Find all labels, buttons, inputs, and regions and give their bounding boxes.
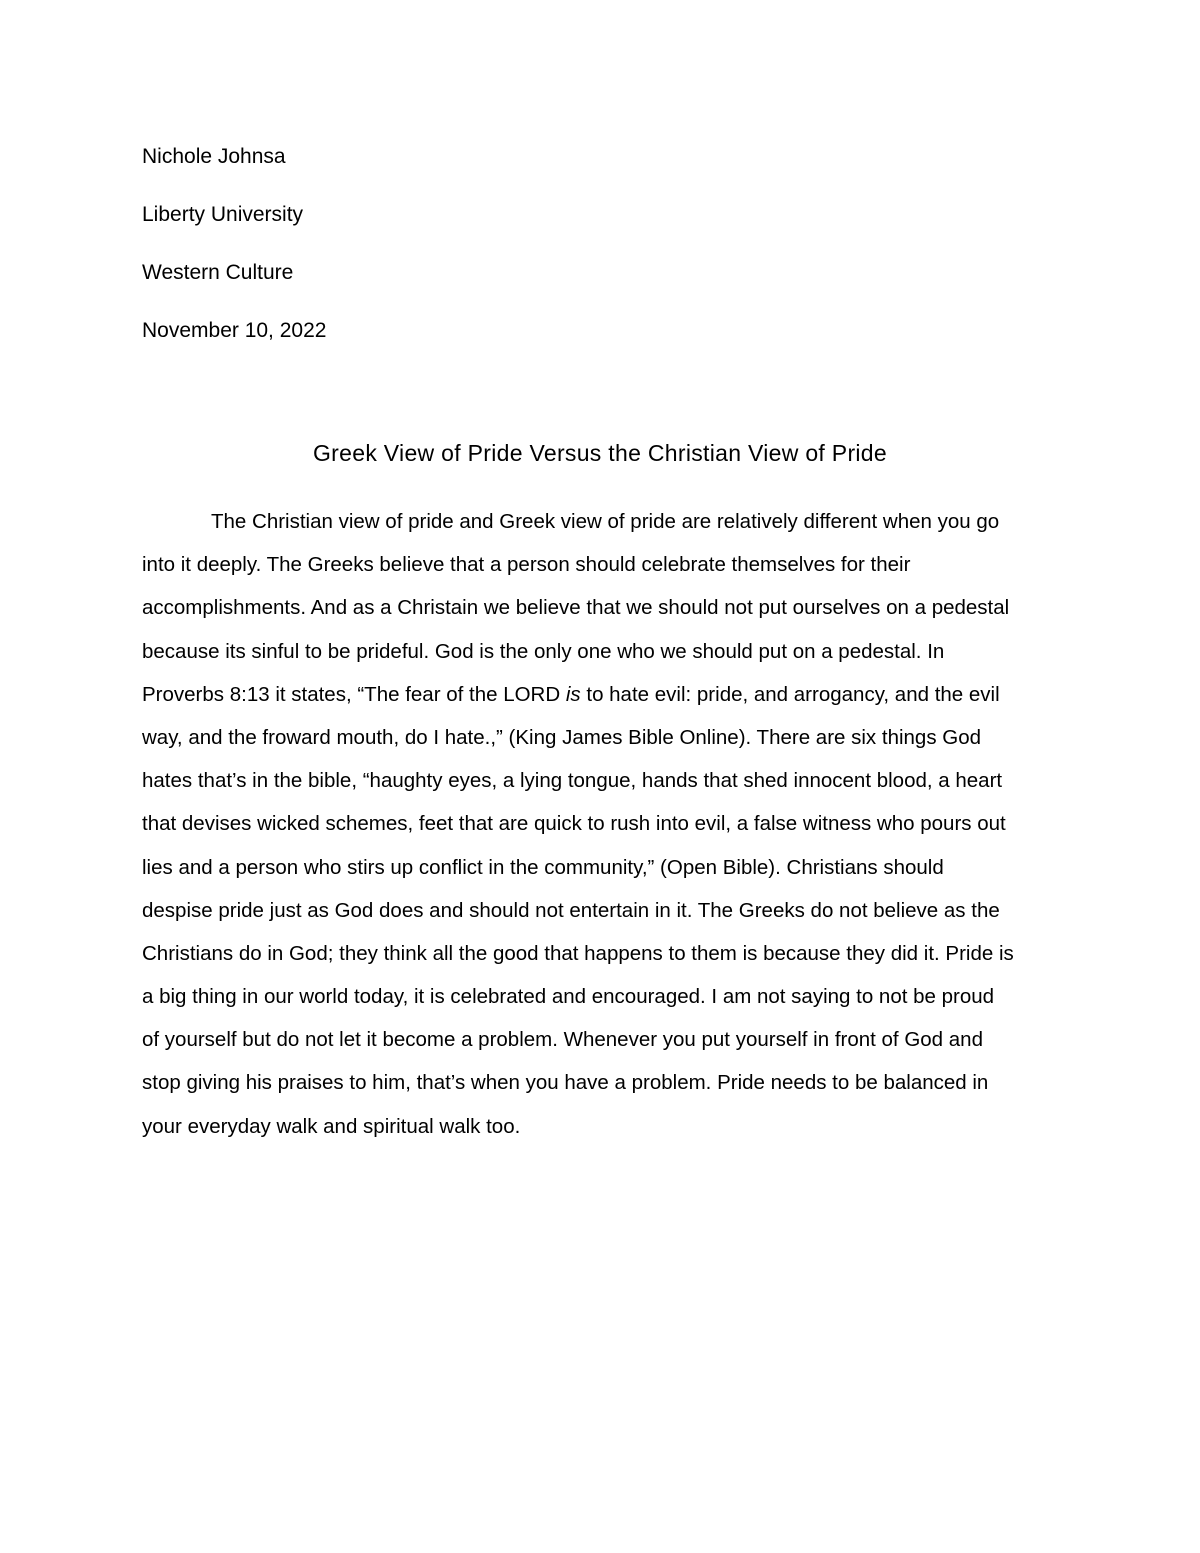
body-line: into it deeply. The Greeks believe that a person should celebrate themselves for their bbox=[142, 553, 911, 577]
body-text-segment: to hate evil: pride, and arrogancy, and the evil bbox=[580, 682, 1000, 706]
italic-emphasis: is bbox=[565, 682, 581, 706]
body-line: Christians do in God; they think all the good that happens to them is because they did it. Pride is bbox=[142, 941, 1014, 965]
body-line: despise pride just as God does and should not entertain in it. The Greeks do not believe as the bbox=[142, 898, 1000, 922]
body-line: of yourself but do not let it become a problem. Whenever you put yourself in front of God and bbox=[142, 1028, 983, 1052]
body-line: stop giving his praises to him, that’s when you have a problem. Pride needs to be balanced in bbox=[142, 1071, 989, 1095]
body-line bbox=[142, 673, 1058, 716]
institution-name: Liberty University bbox=[142, 203, 304, 226]
body-line: a big thing in our world today, it is celebrated and encouraged. I am not saying to not be proud bbox=[142, 985, 995, 1009]
body-line: way, and the froward mouth, do I hate.,” (King James Bible Online). There are six things God bbox=[142, 725, 982, 749]
document-date: November 10, 2022 bbox=[142, 319, 327, 342]
body-line: lies and a person who stirs up conflict in the community,” (Open Bible). Christians should bbox=[142, 855, 944, 879]
header-block bbox=[142, 142, 942, 374]
body-line: that devises wicked schemes, feet that are quick to rush into evil, a false witness who pours out bbox=[142, 812, 1006, 836]
body-line: hates that’s in the bible, “haughty eyes, a lying tongue, hands that shed innocent blood, a heart bbox=[142, 769, 1003, 793]
body-line: your everyday walk and spiritual walk too. bbox=[142, 1114, 521, 1138]
author-name: Nichole Johnsa bbox=[142, 145, 286, 168]
course-name: Western Culture bbox=[142, 261, 294, 284]
body-text-segment: Proverbs 8:13 it states, “The fear of the LORD bbox=[142, 682, 566, 706]
body-line: accomplishments. And as a Christain we believe that we should not put ourselves on a pedestal bbox=[142, 596, 1010, 620]
body-line: because its sinful to be prideful. God is the only one who we should put on a pedestal. In bbox=[142, 639, 945, 663]
document-title: Greek View of Pride Versus the Christian View of Pride bbox=[312, 440, 887, 466]
body-line: The Christian view of pride and Greek view of pride are relatively different when you go bbox=[211, 510, 1000, 533]
body-paragraph bbox=[142, 500, 1058, 1148]
